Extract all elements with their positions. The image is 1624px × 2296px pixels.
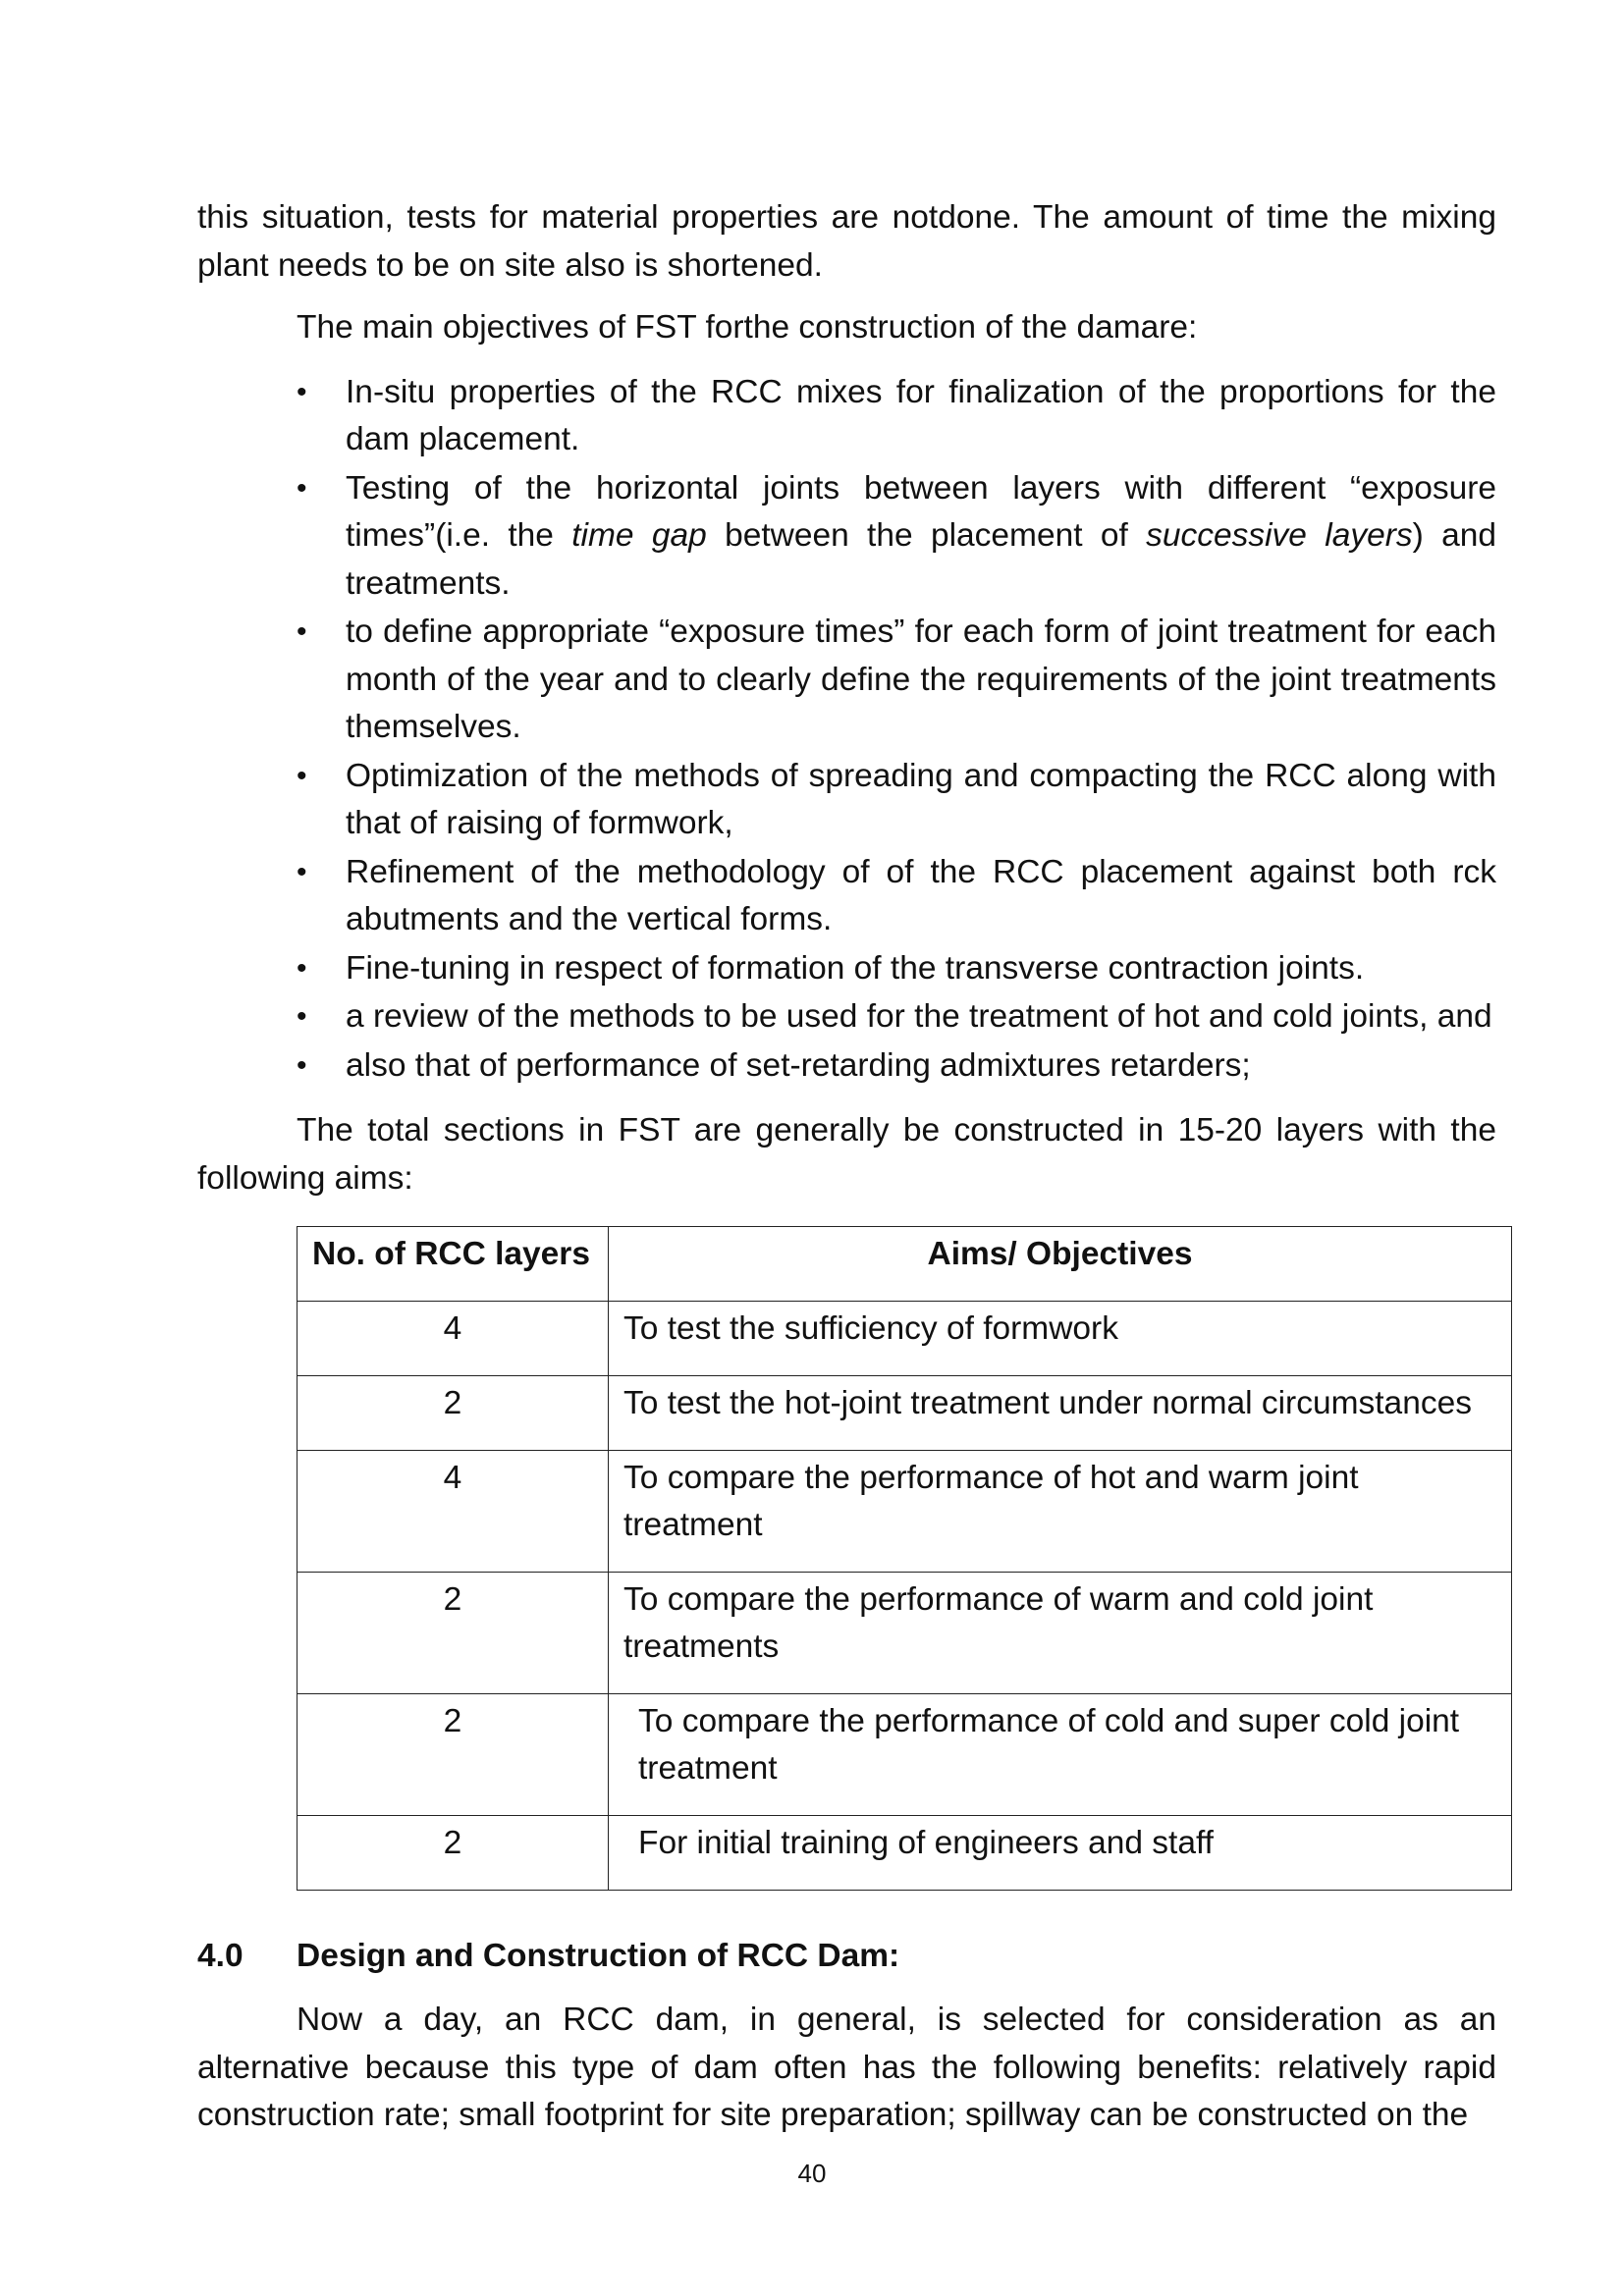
list-item-text: ) and treatments. [346, 517, 1496, 602]
table-row [298, 1302, 1512, 1376]
emphasis-text: time gap [571, 517, 707, 554]
section-number: 4.0 [197, 1938, 244, 1974]
bullet-icon: • [297, 951, 307, 985]
list-item-text: also that of performance of set-retarding admixtures retarders; [346, 1046, 1251, 1084]
page-number: 40 [797, 2159, 827, 2188]
table-row [298, 1451, 1512, 1573]
list-item [197, 369, 1496, 464]
list-item [197, 609, 1496, 752]
bullet-icon: • [297, 1000, 307, 1033]
cell-aim: To compare the performance of warm and cold joint treatments [609, 1573, 1512, 1694]
cell-aim: For initial training of engineers and staff [609, 1816, 1512, 1891]
section-body: Now a day, an RCC dam, in general, is selected for consideration as an alternative because this type of dam often has the following benefits: relatively rapid construction rate; small footprint for site preparation; spillway can be constructed on the [197, 2002, 1496, 2133]
table-row [298, 1816, 1512, 1891]
cell-aim: To test the sufficiency of formwork [609, 1302, 1512, 1376]
objectives-intro: The main objectives of FST forthe construction of the damare: [297, 309, 1198, 346]
cell-layers: 2 [298, 1816, 609, 1891]
bullet-icon: • [297, 759, 307, 792]
list-item [197, 945, 1496, 993]
emphasis-text: successive layers [1146, 517, 1413, 554]
list-item-text: a review of the methods to be used for the treatment of hot and cold joints, and [346, 998, 1492, 1035]
bullet-icon: • [297, 615, 307, 648]
section-design-construction [197, 1933, 1496, 2140]
cell-layers: 4 [298, 1451, 609, 1573]
list-item-text: between the placement of [706, 517, 1147, 554]
bullet-icon: • [297, 1048, 307, 1082]
section-title: Design and Construction of RCC Dam: [297, 1938, 900, 1974]
list-item-text: Testing of the horizontal joints between layers with different “exposure times”(i.e. the [346, 469, 1496, 554]
list-item-text: In-situ properties of the RCC mixes for finalization of the proportions for the dam placement. [346, 373, 1496, 457]
cell-aim: To compare the performance of hot and warm joint treatment [609, 1451, 1512, 1573]
bullet-icon: • [297, 855, 307, 888]
list-item [197, 465, 1496, 609]
table-row [298, 1694, 1512, 1816]
table-row [298, 1376, 1512, 1451]
list-item [197, 1042, 1496, 1091]
cell-aim: To compare the performance of cold and super cold joint treatment [609, 1694, 1512, 1816]
cell-layers: 4 [298, 1302, 609, 1376]
cell-layers: 2 [298, 1573, 609, 1694]
header-layers: No. of RCC layers [298, 1227, 609, 1302]
list-item-text: to define appropriate “exposure times” for each form of joint treatment for each month of the year and to clearly define the requirements of the joint treatments themselves. [346, 614, 1496, 745]
cell-layers: 2 [298, 1694, 609, 1816]
table-header-row [298, 1227, 1512, 1302]
header-aims: Aims/ Objectives [609, 1227, 1512, 1302]
page-content [197, 194, 1496, 1202]
top-paragraph: this situation, tests for material properties are notdone. The amount of time the mixing plant needs to be on site also is shortened. [197, 199, 1496, 284]
aims-table [297, 1226, 1512, 1891]
list-item-text: Refinement of the methodology of of the RCC placement against both rck abutments and the vertical forms. [346, 853, 1496, 937]
list-item-text: Optimization of the methods of spreading and compacting the RCC along with that of raising of formwork, [346, 757, 1496, 841]
list-item [197, 753, 1496, 848]
aims-intro: The total sections in FST are generally be constructed in 15-20 layers with the following aims: [197, 1112, 1496, 1197]
objectives-list [197, 369, 1496, 1091]
cell-aim: To test the hot-joint treatment under normal circumstances [609, 1376, 1512, 1451]
bullet-icon: • [297, 471, 307, 505]
bullet-icon: • [297, 375, 307, 408]
list-item [197, 993, 1496, 1041]
list-item-text: Fine-tuning in respect of formation of the transverse contraction joints. [346, 949, 1365, 987]
section-heading [197, 1933, 1496, 1980]
cell-layers: 2 [298, 1376, 609, 1451]
list-item [197, 849, 1496, 944]
table-row [298, 1573, 1512, 1694]
